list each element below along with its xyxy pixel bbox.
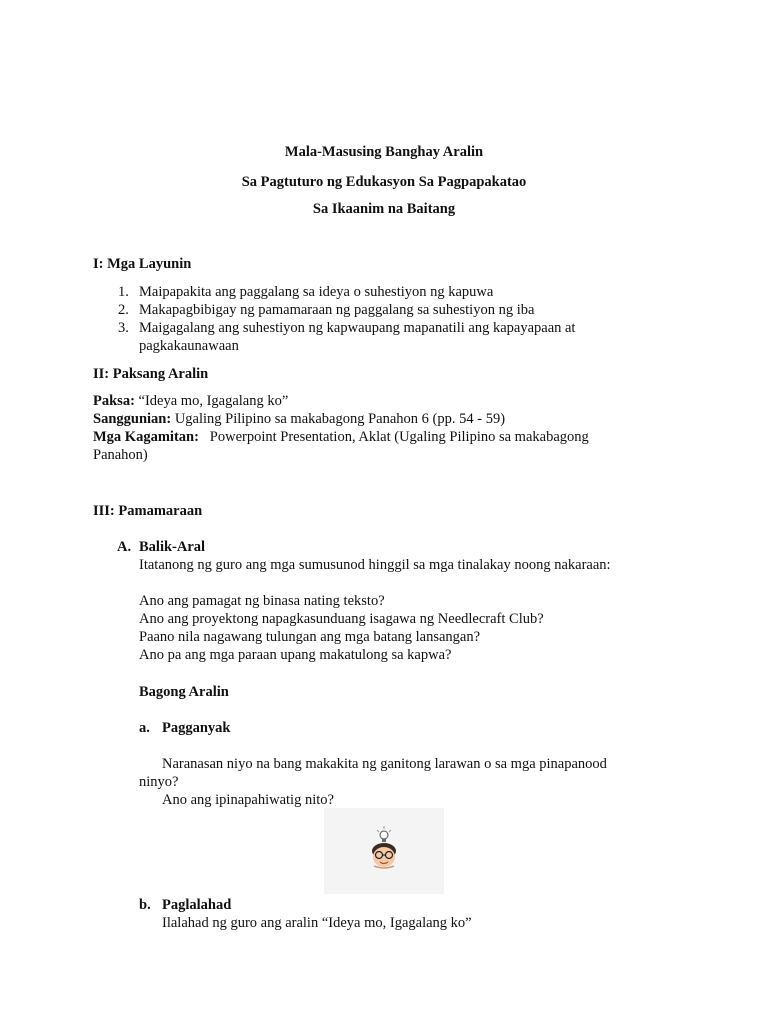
- paglalahad-text: Ilalahad ng guro ang aralin “Ideya mo, Igagalang ko”: [162, 915, 472, 931]
- bagong-aralin-heading: Bagong Aralin: [139, 684, 229, 700]
- pagganyak-text-continuation: ninyo?: [139, 774, 179, 790]
- list-item: Maipapakita ang paggalang sa ideya o suhestiyon ng kapuwa: [139, 284, 494, 300]
- pagganyak-text: Naranasan niyo na bang makakita ng ganitong larawan o sa mga pinapanood: [162, 756, 607, 772]
- pagganyak-question: Ano ang ipinapahiwatig nito?: [162, 792, 334, 808]
- kagamitan-continuation: Panahon): [93, 447, 148, 463]
- list-item: Maigagalang ang suhestiyon ng kapwaupang mapanatili ang kapayapaan at: [139, 320, 576, 336]
- paglalahad-heading: Paglalahad: [162, 897, 232, 913]
- lightbulb-person-icon: [324, 808, 444, 894]
- list-item-continuation: pagkakaunawaan: [139, 338, 239, 354]
- paksa-label: Paksa:: [93, 393, 135, 409]
- section-heading-pamamaraan: III: Pamamaraan: [93, 503, 203, 519]
- sanggunian-value: Ugaling Pilipino sa makabagong Panahon 6 (pp. 54 - 59): [171, 411, 506, 427]
- kagamitan-line: [93, 428, 589, 446]
- question-item: Ano pa ang mga paraan upang makatulong sa kapwa?: [139, 647, 452, 663]
- kagamitan-label: Mga Kagamitan:: [93, 429, 199, 445]
- section-heading-paksang-aralin: II: Paksang Aralin: [93, 366, 209, 382]
- question-item: Ano ang proyektong napagkasunduang isagawa ng Needlecraft Club?: [139, 611, 544, 627]
- document-subtitle: Sa Pagtuturo ng Edukasyon Sa Pagpapakatao: [241, 174, 527, 190]
- sanggunian-label: Sanggunian:: [93, 411, 172, 427]
- idea-illustration: [324, 808, 444, 894]
- list-number: 3.: [118, 320, 129, 336]
- pagganyak-heading: Pagganyak: [162, 720, 231, 736]
- section-heading-layunin: I: Mga Layunin: [93, 256, 192, 272]
- question-item: Ano ang pamagat ng binasa nating teksto?: [139, 593, 385, 609]
- list-number: 1.: [118, 284, 129, 300]
- sub-label-b: b.: [139, 897, 151, 913]
- question-item: Paano nila nagawang tulungan ang mga batang lansangan?: [139, 629, 481, 645]
- subsection-label-a: A.: [117, 539, 132, 555]
- sanggunian-line: [93, 410, 505, 428]
- balik-aral-intro: Itatanong ng guro ang mga sumusunod hinggil sa mga tinalakay noong nakaraan:: [139, 557, 611, 573]
- list-item: Makapagbibigay ng pamamaraan ng paggalang sa suhestiyon ng iba: [139, 302, 535, 318]
- document-title: Mala-Masusing Banghay Aralin: [284, 144, 484, 160]
- grade-level: Sa Ikaanim na Baitang: [312, 201, 456, 217]
- list-number: 2.: [118, 302, 129, 318]
- paksa-value: “Ideya mo, Igagalang ko”: [134, 393, 289, 409]
- sub-label-a: a.: [139, 720, 150, 736]
- kagamitan-value: Powerpoint Presentation, Aklat (Ugaling Pilipino sa makabagong: [198, 429, 589, 445]
- subsection-title-balik-aral: Balik-Aral: [139, 539, 206, 555]
- paksa-line: [93, 392, 288, 410]
